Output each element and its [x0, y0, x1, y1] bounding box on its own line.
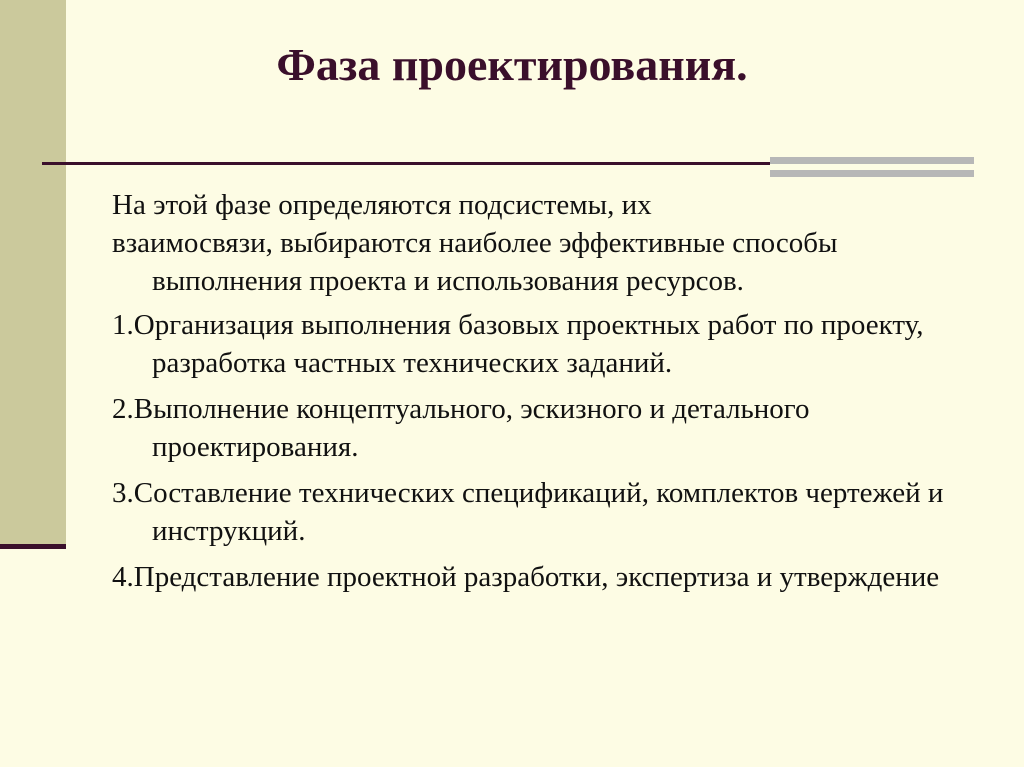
intro-paragraph [112, 186, 982, 300]
left-decor-line [0, 544, 66, 549]
title-divider [42, 162, 770, 165]
intro-line-1: На этой фазе определяются подсистемы, их [112, 189, 652, 221]
list-item-1: 1.Организация выполнения базовых проектных работ по проекту, разработка частных технических заданий. [112, 309, 924, 379]
list-item-2: 2.Выполнение концептуального, эскизного и детального проектирования. [112, 393, 810, 463]
list-item-3: 3.Составление технических спецификаций, комплектов чертежей и инструкций. [112, 477, 944, 547]
title-divider-accent [770, 157, 974, 177]
slide-body [112, 186, 982, 604]
intro-line-2: взаимосвязи, выбираются наиболее эффективные способы выполнения проекта и использования ресурсов. [112, 227, 838, 297]
list-item-4: 4.Представление проектной разработки, экспертиза и утверждение [112, 561, 940, 593]
slide-title: Фаза проектирования. [276, 39, 748, 90]
